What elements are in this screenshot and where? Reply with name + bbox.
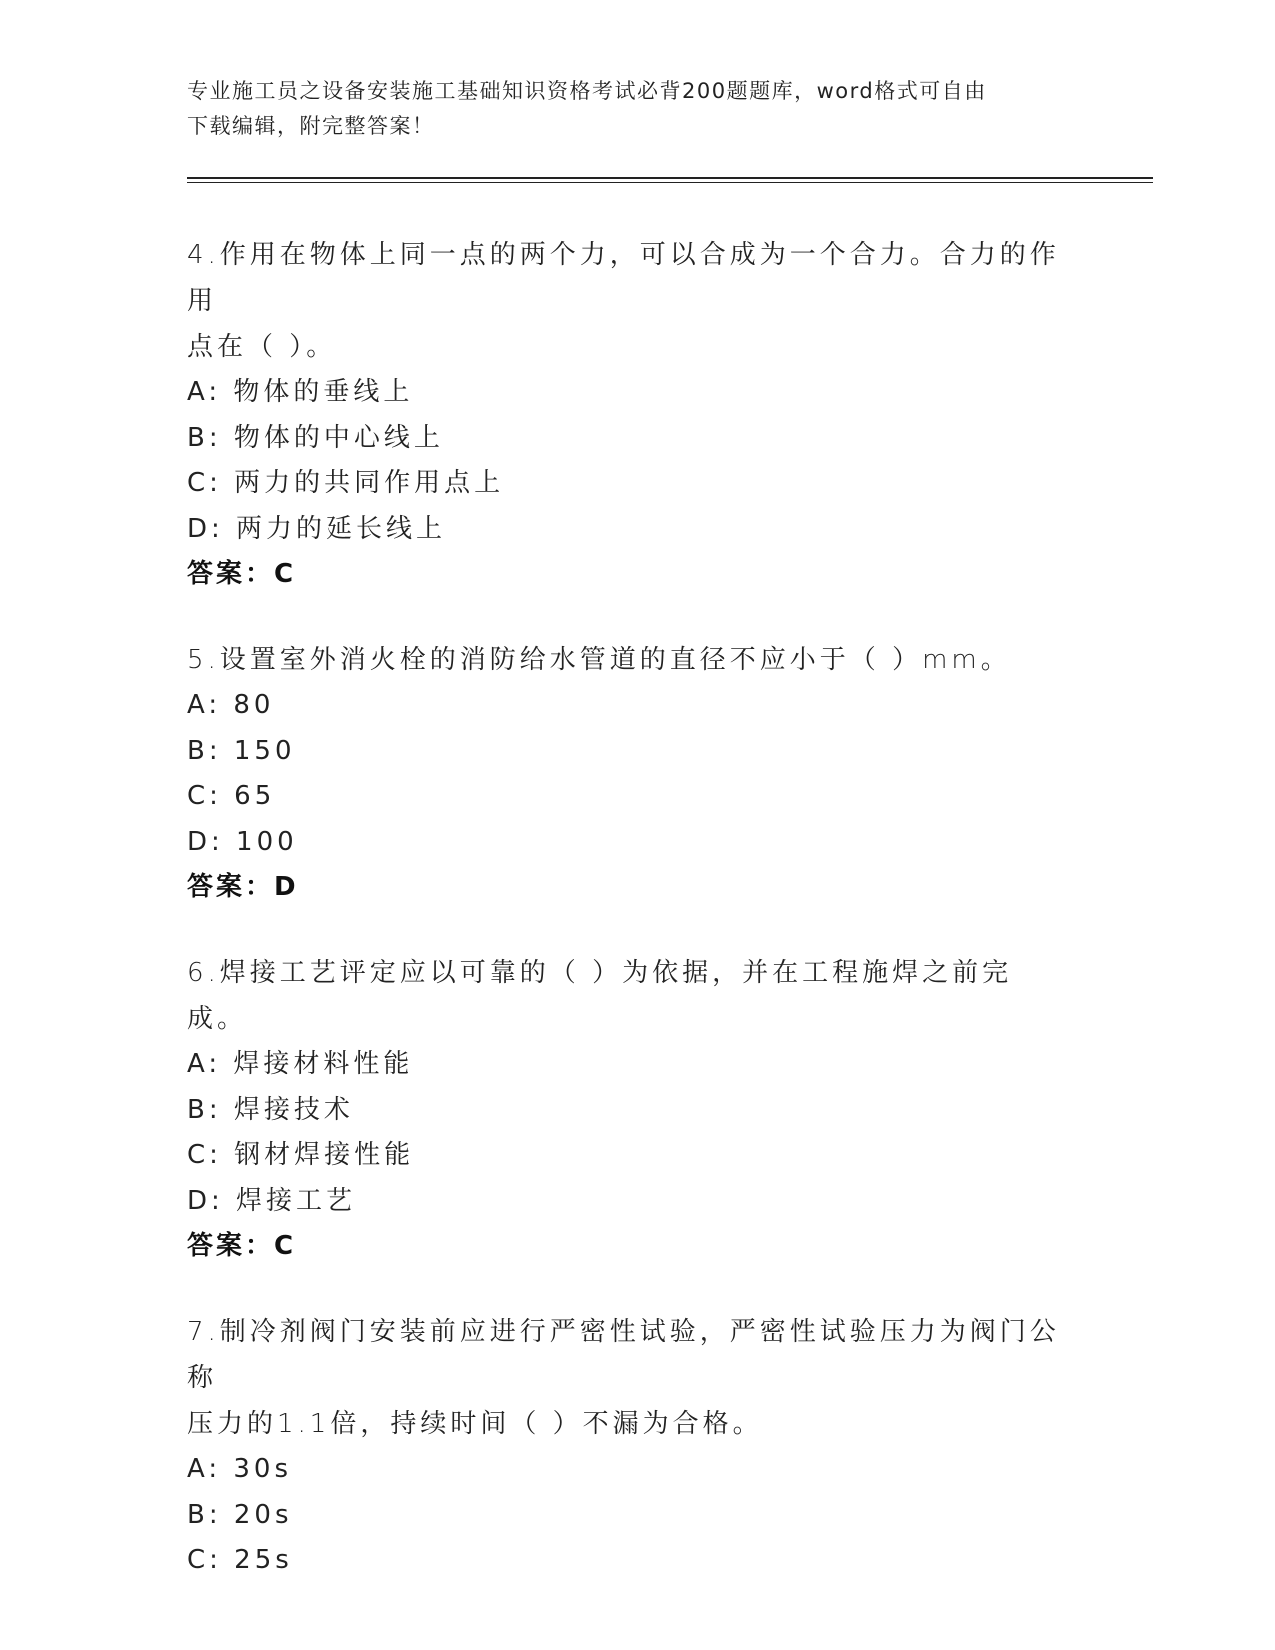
question-stem-line: 点在（ ）。 [187, 332, 337, 362]
question-stem-line: 6.焊接工艺评定应以可靠的（ ）为依据，并在工程施焊之前完成。 [187, 958, 1013, 1034]
question-stem-line: 7.制冷剂阀门安装前应进行严密性试验，严密性试验压力为阀门公称 [187, 1317, 1060, 1393]
header-line-1: 专业施工员之设备安装施工基础知识资格考试必背200题题库，word格式可自由 [187, 79, 987, 103]
option-a: A: 30s [187, 1454, 292, 1484]
document-header [187, 74, 1067, 144]
question-stem [187, 232, 1067, 370]
option-b: B: 焊接技术 [187, 1094, 354, 1125]
answer-label: 答案：C [187, 559, 297, 589]
option-d: D: 焊接工艺 [187, 1185, 357, 1216]
question-item [187, 950, 1067, 1269]
question-stem [187, 950, 1067, 1042]
question-item [187, 637, 1067, 910]
option-a: A: 80 [187, 690, 275, 720]
option-d: D: 两力的延长线上 [187, 513, 447, 544]
answer-label: 答案：C [187, 1231, 297, 1261]
question-stem-line: 5.设置室外消火栓的消防给水管道的直径不应小于（ ）mm。 [187, 645, 1011, 675]
header-line-2: 下载编辑，附完整答案！ [187, 114, 435, 138]
header-divider-thick [187, 177, 1153, 179]
option-d: D: 100 [187, 826, 298, 857]
question-item [187, 232, 1067, 597]
option-c: C: 25s [187, 1545, 293, 1575]
question-stem-line: 4.作用在物体上同一点的两个力，可以合成为一个合力。合力的作用 [187, 240, 1060, 316]
question-item [187, 1309, 1067, 1584]
option-b: B: 150 [187, 735, 296, 766]
question-list [187, 232, 1067, 1624]
question-stem [187, 1309, 1067, 1447]
option-c: C: 钢材焊接性能 [187, 1140, 415, 1170]
option-c: C: 65 [187, 781, 276, 811]
option-a: A: 焊接材料性能 [187, 1049, 414, 1079]
option-b: B: 20s [187, 1499, 293, 1530]
question-stem [187, 637, 1067, 683]
question-stem-line: 压力的1.1倍，持续时间（ ）不漏为合格。 [187, 1409, 763, 1439]
option-a: A: 物体的垂线上 [187, 377, 414, 407]
answer-label: 答案：D [187, 872, 299, 902]
option-c: C: 两力的共同作用点上 [187, 468, 505, 498]
header-divider-thin [187, 182, 1153, 183]
option-b: B: 物体的中心线上 [187, 422, 444, 453]
